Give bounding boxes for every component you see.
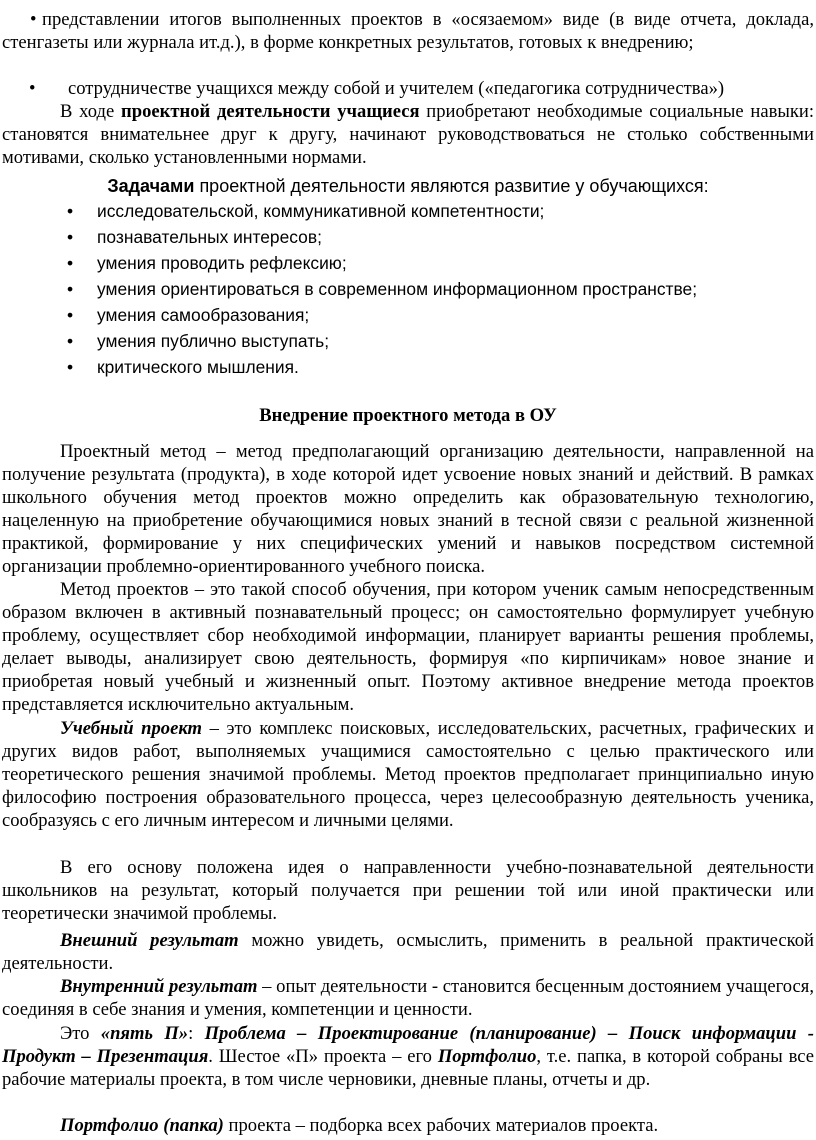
italic-term: Портфолио (папка) [60,1115,224,1136]
italic-term: Проблема – Проектирование (планирование) – Поиск информации - Продукт – Презентация [2,1023,814,1068]
paragraph-external-result: Внешний результат можно увидеть, осмыслить, применить в реальной практической деятельности. [2,930,814,975]
italic-term: Внутренний результат [60,976,258,997]
bullet-icon: • [29,78,36,99]
bullet-icon: • [66,253,74,273]
bullet-icon: • [66,357,74,377]
paragraph-social-skills: В ходе проектной деятельности учащиеся приобретают необходимые социальные навыки: становятся внимательнее друг к другу, начинают руководствоваться не столько собственными мотивами, сколько установленными нормами. [2,101,815,169]
tasks-intro: Задачами проектной деятельности являются развитие у обучающихся: [107,176,709,196]
paragraph-project-method: Проектный метод – метод предполагающий организацию деятельности, направленной на получение результата (продукта), в ходе которой идет усвоение новых знаний и действий. В рамках школьного обучения метод проектов можно определить как образовательную технологию, нацеленную на приобретение обучающимися новых знаний в тесной связи с реальной жизненной практикой, формирование у них специфических умений и навыков посредством системной организации проблемно-ориентированного учебного поиска. [2,441,814,578]
italic-term: Внешний результат [60,930,239,951]
bullet-item-results [2,8,814,54]
paragraph-basis: В его основу положена идея о направленности учебно-познавательной деятельности школьников на результат, который получается при решении той или иной практически или теоретически значимой проблемы. [2,857,814,925]
italic-term: Учебный проект [60,718,203,739]
bullet-text: сотрудничестве учащихся между собой и учителем («педагогика сотрудничества») [68,78,725,99]
bullet-text: представлении итогов выполненных проектов в «осязаемом» виде (в виде отчета, доклада, стенгазеты или журнала ит.д.), в форме конкретных результатов, готовых к внедрению; [2,9,814,54]
paragraph-internal-result: Внутренний результат – опыт деятельности - становится бесценным достоянием учащегося, соединяя в себе знания и умения, компетенции и ценности. [2,976,814,1021]
bold-term: проектной деятельности учащиеся [121,101,420,122]
document-page: • представлении итогов выполненных проектов в «осязаемом» виде (в виде отчета, доклада, стенгазеты или журнала ит.д.), в форме конкретных результатов, готовых к внедрению; • сотрудничестве учащихся между собой и учителем («педагогика сотрудничества») В ходе проектной деятельности учащиеся приобретают необходимые социальные навыки: становятся внимательнее друг к другу, начинают руководствоваться не столько собственными мотивами, сколько установленными нормами. Задачами проектной деятельности являются развитие у обучающихся: • исследовательской, коммуникативной компетентности; • познавательных интересов; • умения проводить рефлексию; • умения ориентироваться в современном информационном пространстве; • умения самообразования; • умения публично выступать; • критического мышления. Внедрение проектного метода в ОУ Проектный метод – метод предполагающий организацию деятельности, направленной на получение результата (продукта), в ходе которой идет усвоение новых знаний и действий. В рамках школьного обучения метод проектов можно определить как образовательную технологию, нацеленную на приобретение обучающимися новых знаний в тесной связи с реальной жизненной практикой, формирование у них специфических умений и навыков посредством системной организации проблемно-ориентированного учебного поиска. Метод проектов – это такой способ обучения, при котором ученик самым непосредственным образом включен в активный познавательный процесс; он самостоятельно формулирует учебную проблему, осуществляет сбор необходимой информации, планирует варианты решения проблемы, делает выводы, анализирует свою деятельность, формируя «по кирпичикам» новое знание и приобретая новый учебный и жизненный опыт. Поэтому активное внедрение метода проектов представляется исключительно актуальным. Учебный проект – это комплекс поисковых, исследовательских, расчетных, графических и других видов работ, выполняемых учащимися самостоятельно с целью практического или теоретического решения значимой проблемы. Метод проектов предполагает принципиально иную философию построения образовательного процесса, через целесообразную деятельность ученика, сообразуясь с его личным интересом и личными целями. В его основу положена идея о направленности учебно-познавательной деятельности школьников на результат, который получается при решении той или иной практически или теоретически значимой проблемы. Внешний результат можно увидеть, осмыслить, применить в реальной практической деятельности. Внутренний результат – опыт деятельности - становится бесценным достоянием учащегося, соединяя в себе знания и умения, компетенции и ценности. Это «пять П»: Проблема – Проектирование (планирование) – Поиск информации - Продукт – Презентация. Шестое «П» проекта – его Портфолио, т.е. папка, в которой собраны все рабочие материалы проекта, в том числе черновики, дневные планы, отчеты и др. Портфолио (папка) проекта – подборка всех рабочих материалов проекта. [2,9,815,1136]
bullet-icon: • [66,305,74,325]
bullet-icon: • [66,201,74,221]
bullet-icon: • [30,9,37,30]
bullet-icon: • [66,331,74,351]
paragraph-method-definition: Метод проектов – это такой способ обучения, при котором ученик самым непосредственным образом включен в активный познавательный процесс; он самостоятельно формулирует учебную проблему, осуществляет сбор необходимой информации, планирует варианты решения проблемы, делает выводы, анализирует свою деятельность, формируя «по кирпичикам» новое знание и приобретая новый учебный и жизненный опыт. Поэтому активное внедрение метода проектов представляется исключительно актуальным. [2,579,814,716]
italic-term: Портфолио [437,1046,537,1068]
paragraph-educational-project: Учебный проект – это комплекс поисковых, исследовательских, расчетных, графических и других видов работ, выполняемых учащимися самостоятельно с целью практического или теоретического решения значимой проблемы. Метод проектов предполагает принципиально иную философию построения образовательного процесса, через целесообразную деятельность ученика, сообразуясь с его личным интересом и личными целями. [2,718,815,832]
bullet-icon: • [66,227,74,247]
bullet-icon: • [66,279,74,299]
paragraph-portfolio: Портфолио (папка) проекта – подборка всех рабочих материалов проекта. [60,1115,659,1136]
bullet-item-cooperation [29,77,809,100]
section-title: Внедрение проектного метода в ОУ [259,405,557,426]
paragraph-five-p: Это «пять П»: Проблема – Проектирование (планирование) – Поиск информации - Продукт – Презентация. Шестое «П» проекта – его Портфолио, т.е. папка, в которой собраны все рабочие материалы проекта, в том числе черновики, дневные планы, отчеты и др. [2,1023,814,1091]
